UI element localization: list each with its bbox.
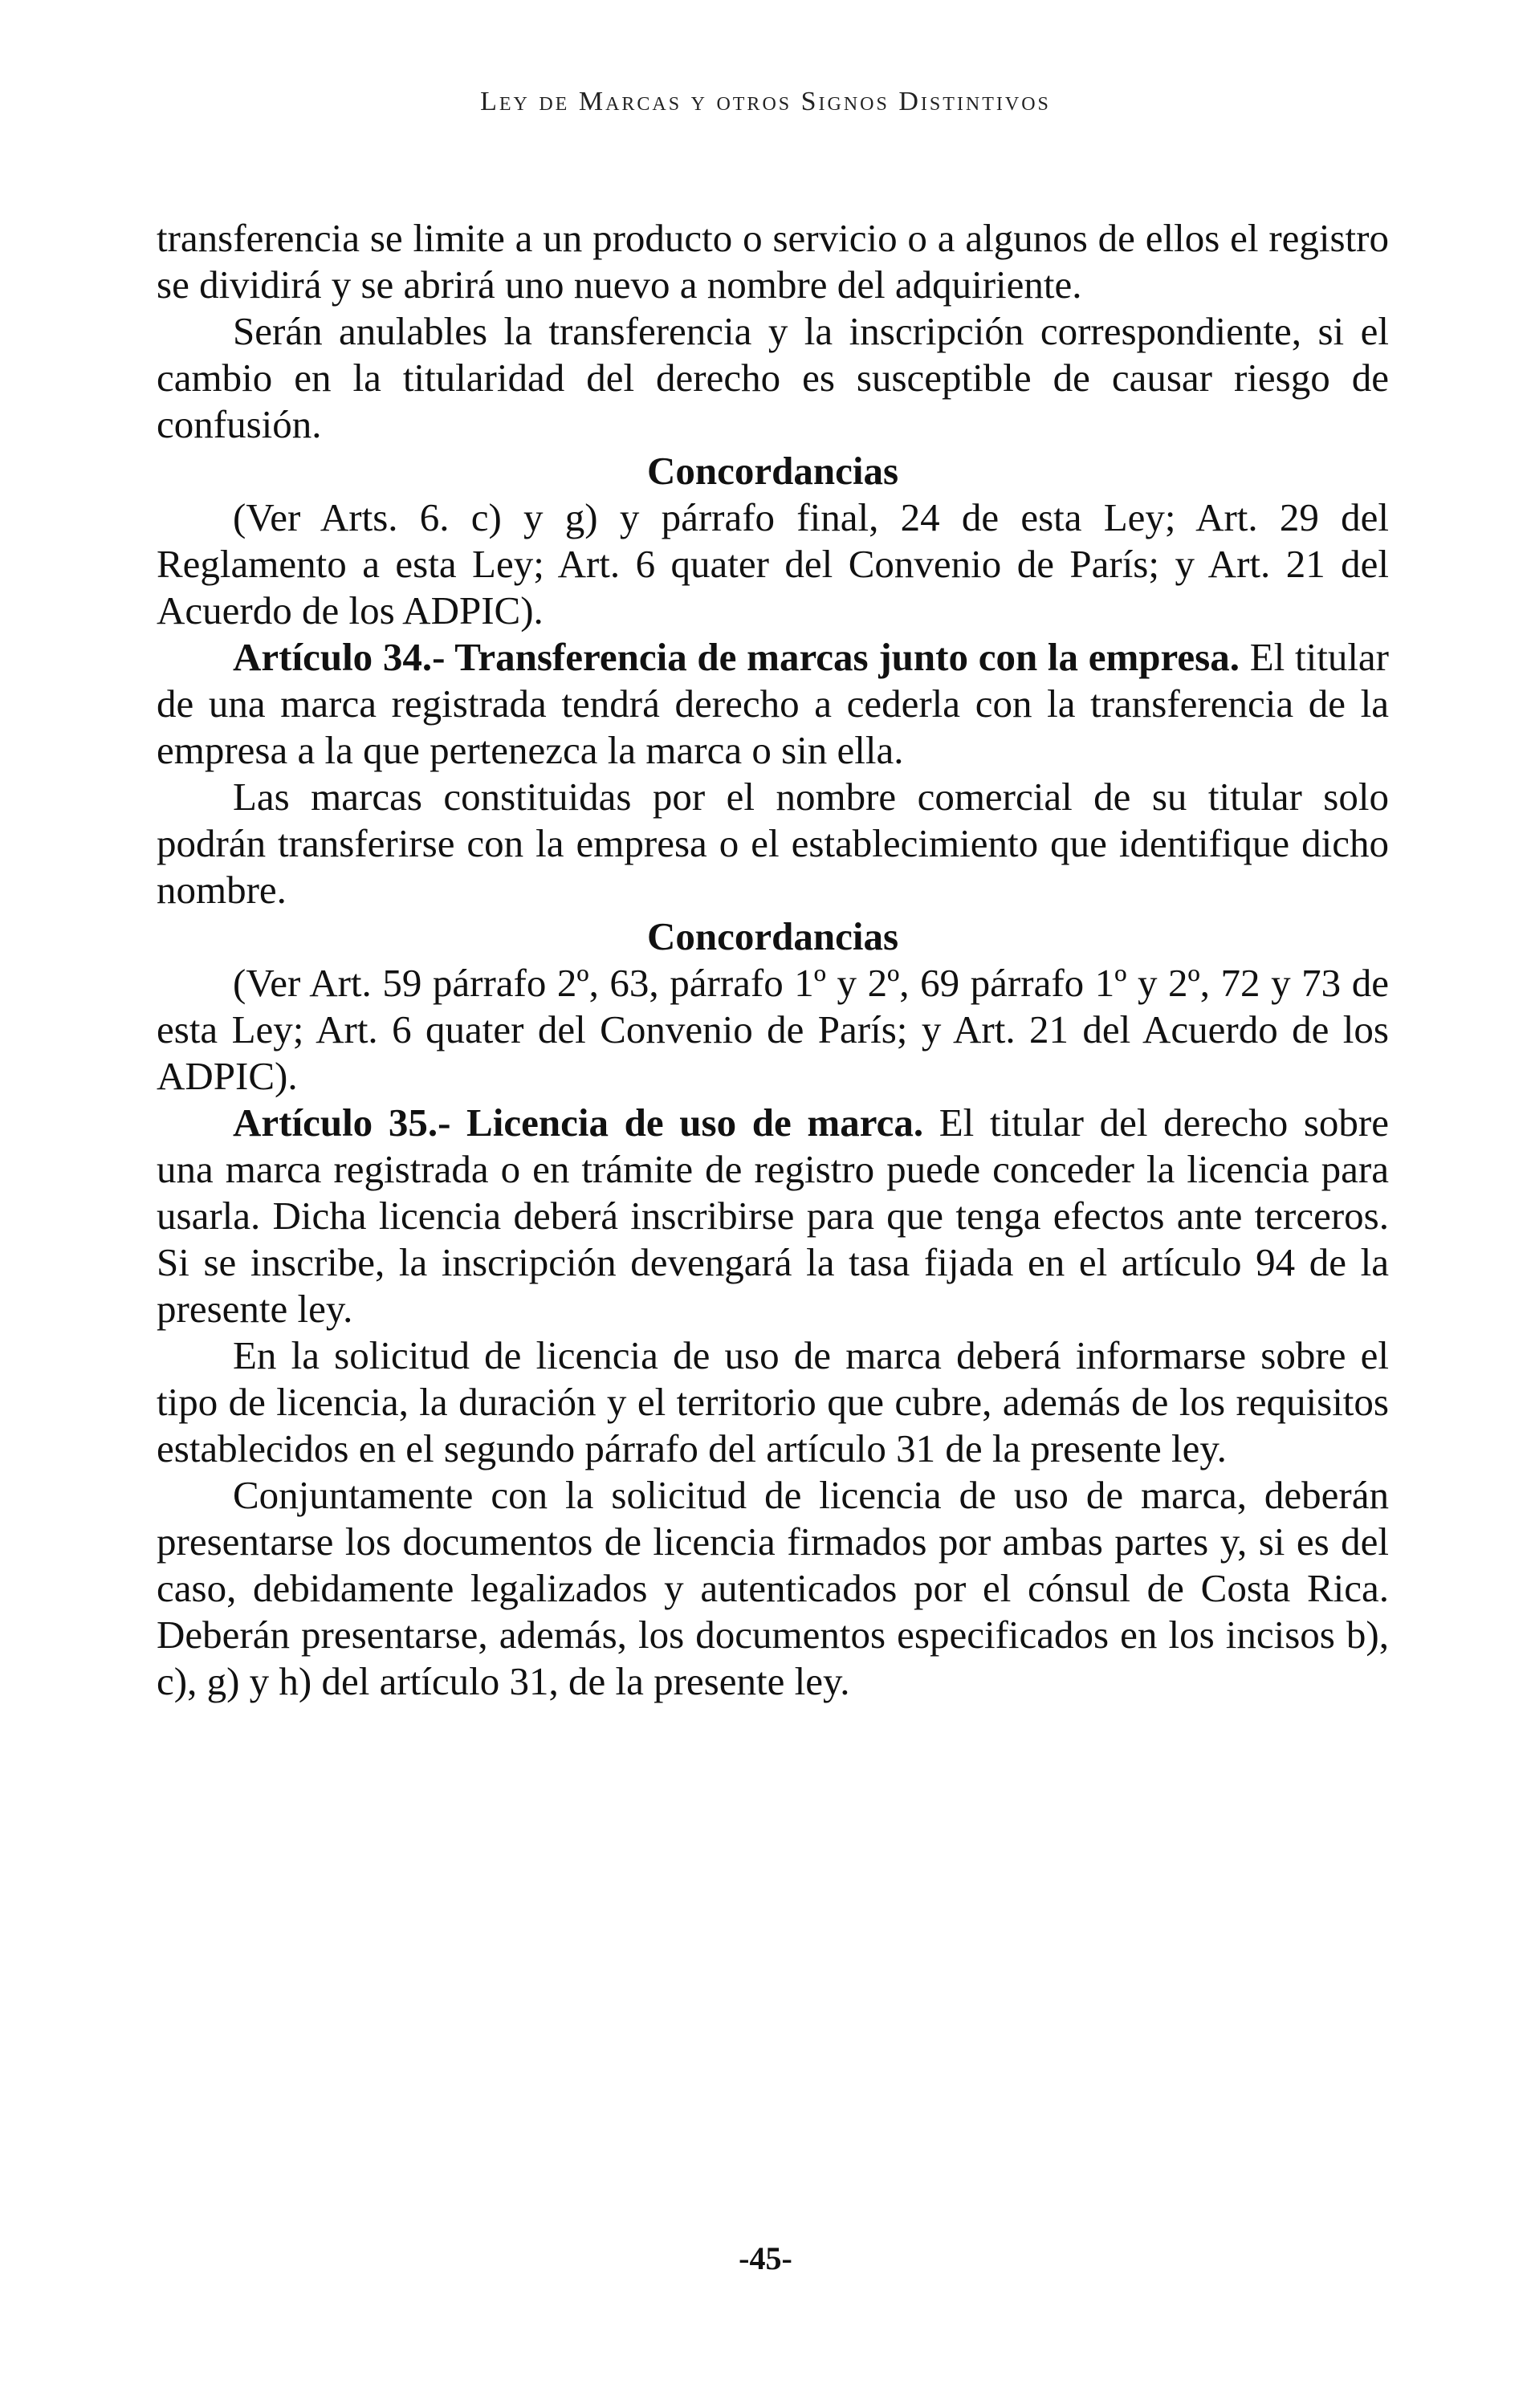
article-34-title: Artículo 34.- Transferencia de marcas junto con la empresa.: [233, 635, 1240, 679]
article-35-paragraph-3: Conjuntamente con la solicitud de licencia de uso de marca, deberán presentarse los documentos de licencia firmados por ambas partes y, si es del caso, debidamente legalizados y autenticados por el cónsul de Costa Rica. Deberán presentarse, además, los documentos especificados en los incisos b), c), g) y h) del artículo 31, de la presente ley.: [157, 1473, 1389, 1703]
page-number: -45-: [739, 2240, 792, 2276]
concordancias-text-2: (Ver Art. 59 párrafo 2º, 63, párrafo 1º y 2º, 69 párrafo 1º y 2º, 72 y 73 de esta Ley; Art. 6 quater del Convenio de París; y Art. 21 del Acuerdo de los ADPIC).: [157, 961, 1389, 1098]
article-34-text: El titular de una marca registrada tendrá derecho a cederla con la transferencia de la empresa a la que pertenezca la marca o sin ella.: [157, 635, 1389, 772]
running-head: Ley de Marcas y otros Signos Distintivos: [480, 87, 1051, 116]
paragraph-continuation: transferencia se limite a un producto o servicio o a algunos de ellos el registro se dividirá y se abrirá uno nuevo a nombre del adquiriente.: [157, 216, 1389, 307]
article-35: [157, 1100, 1389, 1332]
article-34: [157, 634, 1389, 774]
article-35-paragraph-2: En la solicitud de licencia de uso de marca deberá informarse sobre el tipo de licencia, la duración y el territorio que cubre, además de los requisitos establecidos en el segundo párrafo del artículo 31 de la presente ley.: [157, 1333, 1389, 1470]
concordancias-heading-2: Concordancias: [646, 914, 899, 958]
article-35-title: Artículo 35.- Licencia de uso de marca.: [233, 1100, 924, 1145]
concordancias-heading-1: Concordancias: [646, 449, 899, 493]
page-body: [157, 215, 1389, 1705]
concordancias-text-1: (Ver Arts. 6. c) y g) y párrafo final, 24 de esta Ley; Art. 29 del Reglamento a esta Ley; Art. 6 quater del Convenio de París; y Art. 21 del Acuerdo de los ADPIC).: [157, 495, 1389, 633]
article-35-text: El titular del derecho sobre una marca registrada o en trámite de registro puede conceder la licencia para usarla. Dicha licencia deberá inscribirse para que tenga efectos ante terceros. Si se inscribe, la inscripción devengará la tasa fijada en el artículo 94 de la presente ley.: [157, 1100, 1389, 1331]
paragraph-annulment: Serán anulables la transferencia y la inscripción correspondiente, si el cambio en la titularidad del derecho es susceptible de causar riesgo de confusión.: [157, 309, 1389, 446]
article-34-paragraph-2: Las marcas constituidas por el nombre comercial de su titular solo podrán transferirse con la empresa o el establecimiento que identifique dicho nombre.: [157, 775, 1389, 912]
